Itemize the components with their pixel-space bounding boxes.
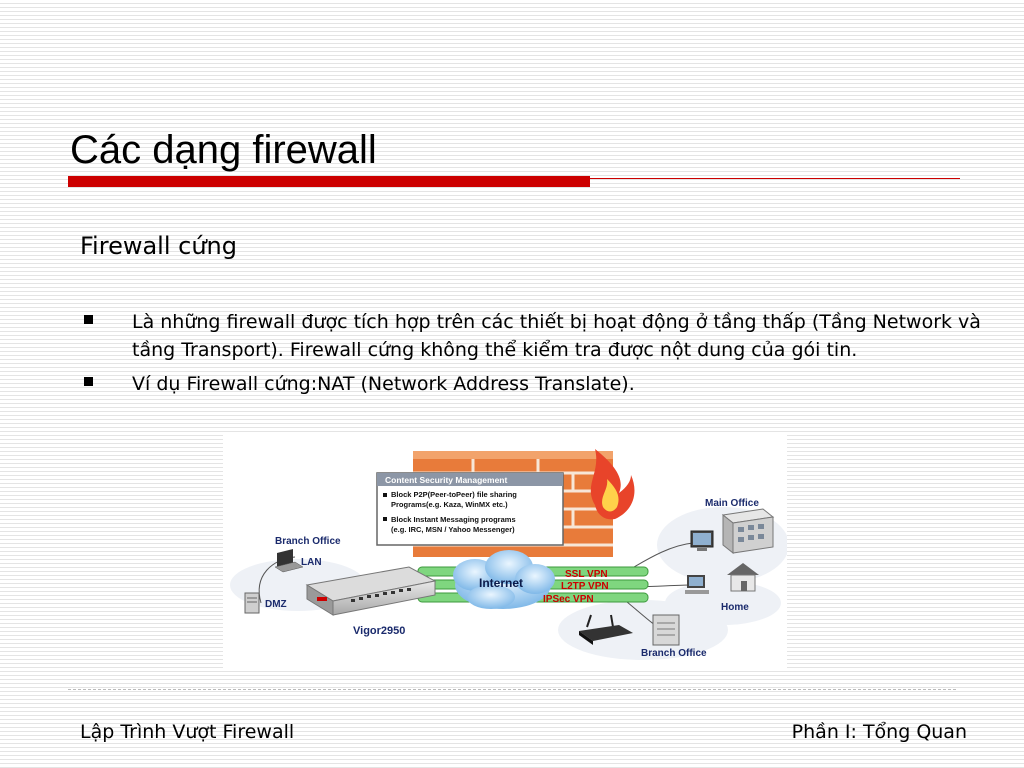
- bullet-list: [80, 308, 985, 404]
- ssl-vpn-label: SSL VPN: [565, 569, 608, 580]
- server-icon: [245, 593, 259, 613]
- branch-office-left-label: Branch Office: [275, 536, 341, 547]
- footer-divider: [68, 689, 956, 690]
- branch-office-bottom-label: Branch Office: [641, 648, 707, 659]
- csm-item2-line2: (e.g. IRC, MSN / Yahoo Messenger): [391, 525, 515, 534]
- internet-label: Internet: [479, 576, 524, 590]
- csm-item2-line1: Block Instant Messaging programs: [391, 515, 516, 524]
- bullet-text: Là những firewall được tích hợp trên các thiết bị hoạt động ở tầng thấp (Tầng Network và tầng Transport). Firewall cứng không thể kiểm tra được nột dung của gói tin.: [132, 311, 981, 361]
- firewall-network-diagram: [223, 435, 787, 668]
- title-underline-thick: [68, 176, 590, 187]
- diagram-svg: [223, 435, 787, 668]
- bullet-text: Ví dụ Firewall cứng:NAT (Network Address Translate).: [132, 373, 635, 395]
- dmz-label: DMZ: [265, 599, 287, 610]
- router-label: Vigor2950: [353, 625, 406, 637]
- slide-title: Các dạng firewall: [70, 128, 377, 172]
- csm-item1-line2: Programs(e.g. Kaza, WinMX etc.): [391, 500, 508, 509]
- square-bullet-icon: [84, 315, 93, 324]
- slide-subtitle: Firewall cứng: [80, 232, 237, 260]
- lan-label: LAN: [301, 557, 322, 568]
- main-office-label: Main Office: [705, 498, 759, 509]
- csm-title: Content Security Management: [385, 475, 508, 485]
- bullet-item: [80, 308, 985, 364]
- office-building-icon: [723, 509, 773, 553]
- footer-course-title: Lập Trình Vượt Firewall: [80, 721, 295, 743]
- bullet-item: [80, 370, 985, 398]
- branch-server-icon: [653, 615, 679, 645]
- csm-item1-line1: Block P2P(Peer-toPeer) file sharing: [391, 490, 517, 499]
- internet-cloud-icon: [453, 550, 555, 609]
- square-bullet-icon: [84, 377, 93, 386]
- footer-section-title: Phần I: Tổng Quan: [791, 721, 967, 743]
- ipsec-vpn-label: IPSec VPN: [543, 594, 594, 605]
- home-label: Home: [721, 602, 749, 613]
- content-security-box: [377, 473, 563, 545]
- l2tp-vpn-label: L2TP VPN: [561, 581, 609, 592]
- title-underline-thin: [590, 178, 960, 179]
